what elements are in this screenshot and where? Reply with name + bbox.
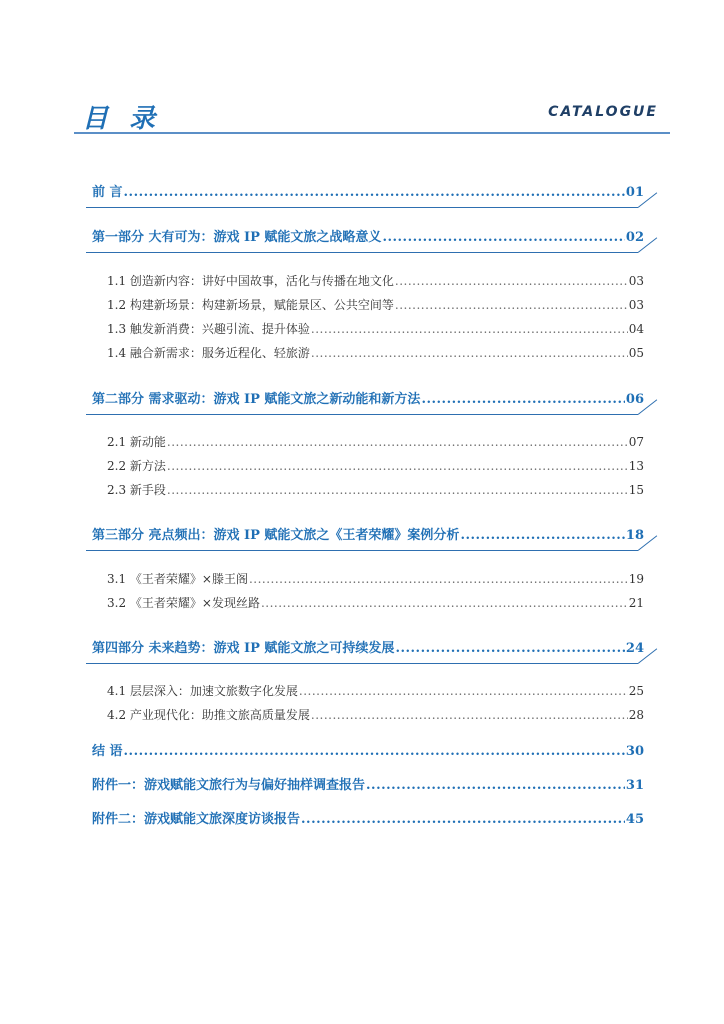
toc-entry-2-3[interactable]: [107, 481, 644, 498]
toc-entry-label: 1.4 融合新需求：服务近程化、轻旅游: [107, 346, 310, 360]
toc-entry-page: 18: [625, 528, 644, 543]
toc-entry-page: 03: [628, 298, 644, 312]
toc-entry-3-1[interactable]: [107, 570, 644, 587]
toc-entry-label: 附件一：游戏赋能文旅行为与偏好抽样调查报告: [92, 778, 366, 793]
toc-entry-label: 1.1 创造新内容：讲好中国故事，活化与传播在地文化: [107, 274, 394, 288]
toc-entry-label: 第四部分 未来趋势：游戏 IP 赋能文旅之可持续发展: [92, 641, 395, 656]
toc-entry-4-2[interactable]: [107, 706, 644, 723]
toc-entry-part2[interactable]: [92, 388, 644, 407]
toc-entry-label: 1.3 触发新消费：兴趣引流、提升体验: [107, 322, 310, 336]
toc-entry-part4[interactable]: [92, 637, 644, 656]
toc-entry-label: 2.1 新动能: [107, 435, 166, 449]
dot-leader: [299, 684, 628, 698]
toc-entry-part3[interactable]: [92, 524, 644, 543]
toc-entry-page: 05: [628, 346, 644, 360]
dot-leader: [366, 778, 625, 793]
toc-entry-label: 第三部分 亮点频出：游戏 IP 赋能文旅之《王者荣耀》案例分析: [92, 528, 460, 543]
toc-entry-page: 06: [625, 392, 644, 407]
dot-leader: [311, 322, 628, 336]
toc-entry-label: 4.1 层层深入：加速文旅数字化发展: [107, 684, 298, 698]
dot-leader: [421, 392, 624, 407]
toc-header-subtitle: CATALOGUE: [548, 104, 658, 120]
dot-leader: [395, 298, 628, 312]
dot-leader: [311, 708, 628, 722]
toc-entry-appendix2[interactable]: [92, 808, 644, 827]
dot-leader: [167, 435, 628, 449]
toc-entry-2-2[interactable]: [107, 457, 644, 474]
dot-leader: [261, 596, 628, 610]
dot-leader: [460, 528, 624, 543]
toc-entry-page: 25: [628, 684, 644, 698]
dot-leader: [124, 744, 625, 759]
toc-entry-1-1[interactable]: [107, 272, 644, 289]
toc-entry-page: 28: [628, 708, 644, 722]
toc-entry-label: 附件二：游戏赋能文旅深度访谈报告: [92, 812, 301, 827]
section-underline: [86, 207, 638, 208]
toc-entry-label: 4.2 产业现代化：助推文旅高质量发展: [107, 708, 310, 722]
toc-entry-part1[interactable]: [92, 226, 644, 245]
toc-entry-page: 02: [625, 230, 644, 245]
toc-entry-page: 31: [625, 778, 644, 793]
toc-entry-page: 19: [628, 572, 644, 586]
toc-entry-label: 第一部分 大有可为：游戏 IP 赋能文旅之战略意义: [92, 230, 382, 245]
toc-entry-page: 24: [625, 641, 644, 656]
dot-leader: [395, 274, 628, 288]
toc-entry-label: 3.1 《王者荣耀》×滕王阁: [107, 572, 248, 586]
toc-entry-label: 第二部分 需求驱动：游戏 IP 赋能文旅之新动能和新方法: [92, 392, 421, 407]
toc-header-title: 目 录: [82, 104, 162, 134]
toc-entry-preface[interactable]: [92, 181, 644, 200]
toc-entry-label: 2.3 新手段: [107, 483, 166, 497]
toc-entry-conclusion[interactable]: [92, 740, 644, 759]
header-divider: [74, 132, 670, 134]
toc-entry-page: 04: [628, 322, 644, 336]
dot-leader: [301, 812, 625, 827]
toc-entry-appendix1[interactable]: [92, 774, 644, 793]
toc-entry-1-3[interactable]: [107, 320, 644, 337]
dot-leader: [311, 346, 628, 360]
toc-entry-label: 结 语: [92, 744, 123, 759]
dot-leader: [167, 459, 628, 473]
section-underline: [86, 414, 638, 415]
toc-entry-label: 2.2 新方法: [107, 459, 166, 473]
toc-entry-label: 前 言: [92, 185, 123, 200]
toc-entry-1-2[interactable]: [107, 296, 644, 313]
section-underline: [86, 252, 638, 253]
dot-leader: [124, 185, 625, 200]
toc-entry-label: 3.2 《王者荣耀》×发现丝路: [107, 596, 260, 610]
toc-entry-page: 45: [625, 812, 644, 827]
toc-entry-page: 07: [628, 435, 644, 449]
dot-leader: [382, 230, 624, 245]
section-underline: [86, 550, 638, 551]
dot-leader: [395, 641, 624, 656]
toc-entry-page: 03: [628, 274, 644, 288]
dot-leader: [249, 572, 628, 586]
toc-entry-page: 13: [628, 459, 644, 473]
toc-entry-1-4[interactable]: [107, 344, 644, 361]
toc-entry-page: 01: [625, 185, 644, 200]
section-underline: [86, 663, 638, 664]
toc-entry-page: 30: [625, 744, 644, 759]
toc-entry-3-2[interactable]: [107, 594, 644, 611]
toc-entry-page: 15: [628, 483, 644, 497]
toc-entry-label: 1.2 构建新场景：构建新场景，赋能景区、公共空间等: [107, 298, 394, 312]
dot-leader: [167, 483, 628, 497]
toc-entry-2-1[interactable]: [107, 433, 644, 450]
toc-entry-page: 21: [628, 596, 644, 610]
toc-entry-4-1[interactable]: [107, 682, 644, 699]
